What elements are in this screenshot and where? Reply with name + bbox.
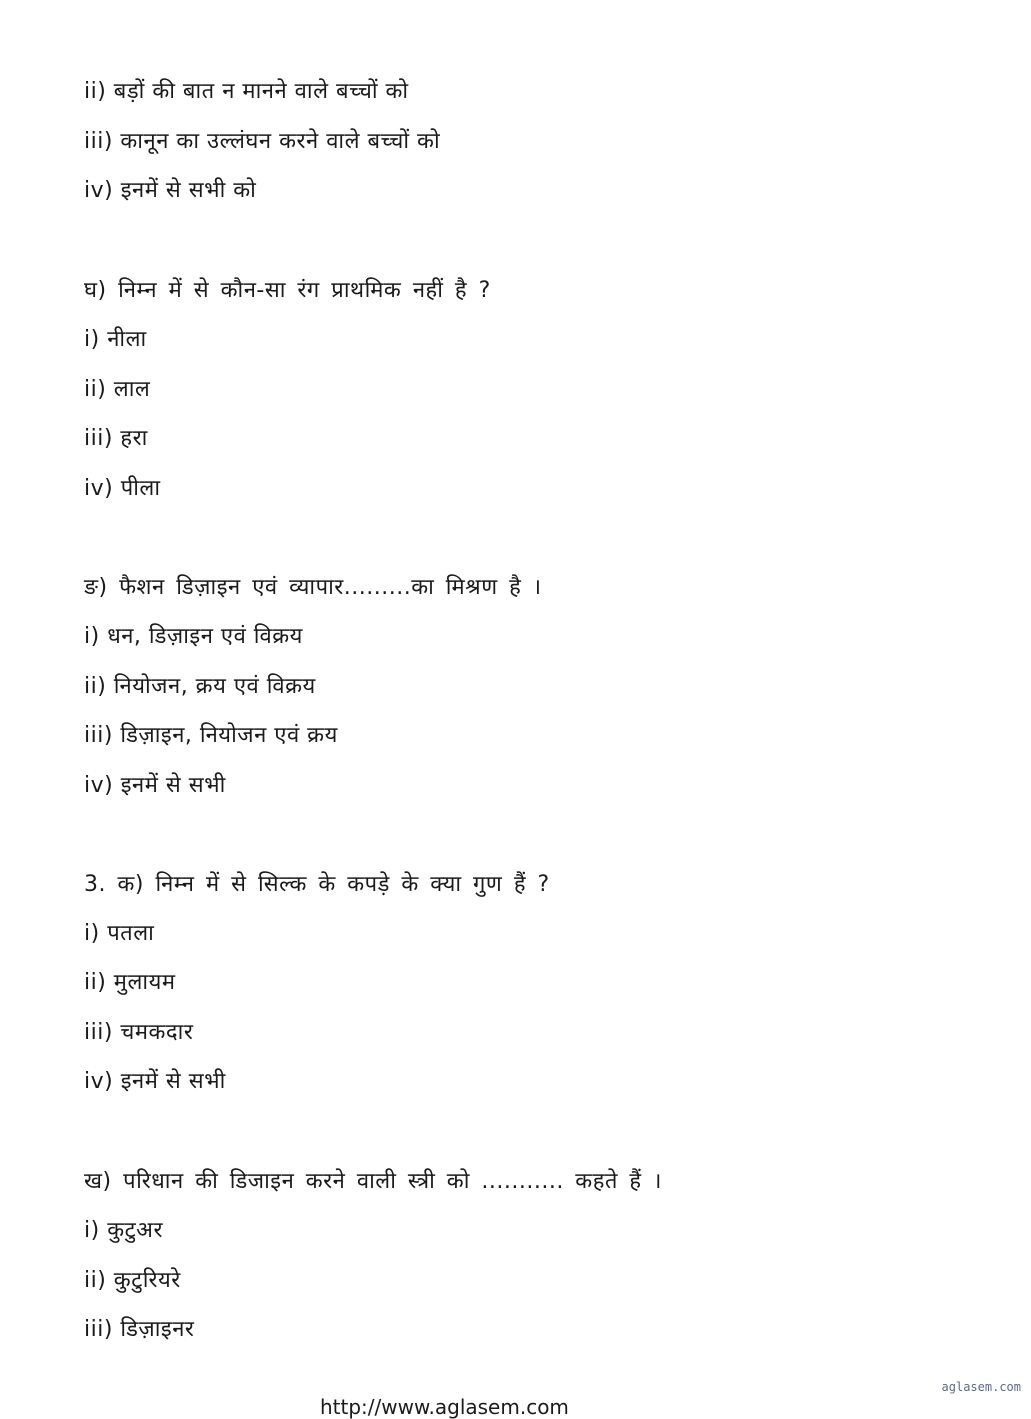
option-line: iv) पीला <box>84 476 161 501</box>
option-line: iii) कानून का उल्लंघन करने वाले बच्चों को <box>84 129 441 154</box>
option-line: ii) मुलायम <box>84 970 176 995</box>
option-line: iii) चमकदार <box>84 1020 194 1045</box>
option-line: iii) हरा <box>84 426 148 451</box>
option-line: i) कुटुअर <box>84 1218 163 1243</box>
question-text: ङ) फैशन डिज़ाइन एवं व्यापार.........का मिश्रण है । <box>84 575 542 600</box>
question-text: 3. क) निम्न में से सिल्क के कपड़े के क्या गुण हैं ? <box>84 872 550 897</box>
option-line: iv) इनमें से सभी <box>84 1069 226 1094</box>
option-line: iii) डिज़ाइन, नियोजन एवं क्रय <box>84 723 338 748</box>
option-line: iii) डिज़ाइनर <box>84 1317 195 1342</box>
option-line: ii) बड़ों की बात न मानने वाले बच्चों को <box>84 79 409 104</box>
option-line: i) पतला <box>84 921 155 946</box>
option-line: ii) लाल <box>84 377 151 402</box>
question-text: ख) परिधान की डिजाइन करने वाली स्त्री को ........... कहते हैं । <box>84 1169 662 1194</box>
option-line: i) धन, डिज़ाइन एवं विक्रय <box>84 624 303 649</box>
option-line: ii) कुटुरियरे <box>84 1268 181 1293</box>
option-line: i) नीला <box>84 327 147 352</box>
watermark: aglasem.com <box>941 1380 1021 1394</box>
cut-off-footer-text: http://www.aglasem.com <box>320 1395 569 1419</box>
question-text: घ) निम्न में से कौन-सा रंग प्राथमिक नहीं है ? <box>84 278 491 303</box>
option-line: iv) इनमें से सभी <box>84 773 226 798</box>
option-line: iv) इनमें से सभी को <box>84 178 257 203</box>
option-line: ii) नियोजन, क्रय एवं विक्रय <box>84 674 316 699</box>
